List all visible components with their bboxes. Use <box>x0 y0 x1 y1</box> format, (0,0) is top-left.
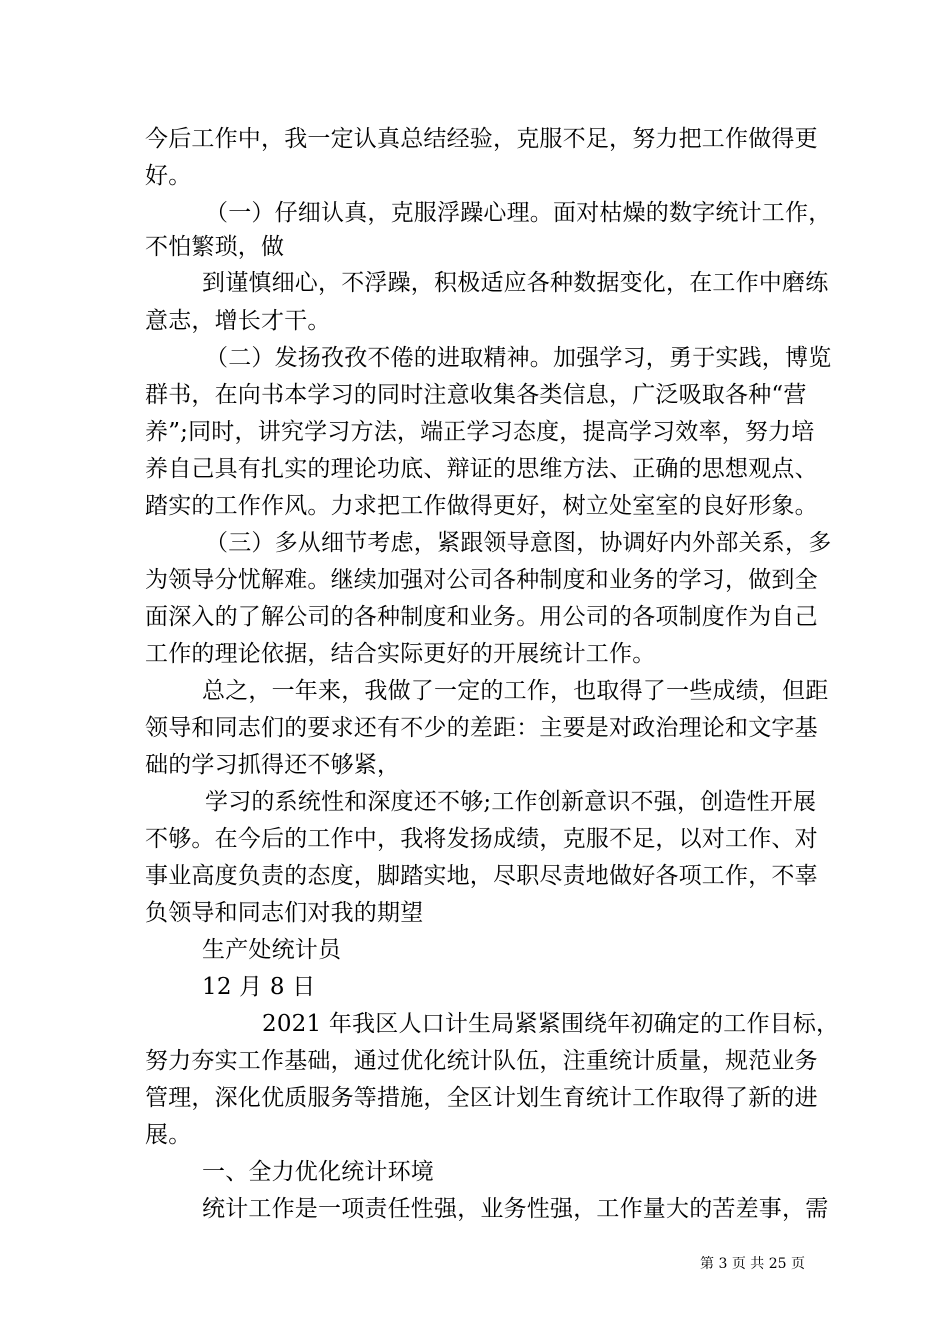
text-line: 好。 <box>145 163 192 189</box>
text-line: 为领导分忧解难。继续加强对公司各种制度和业务的学习，做到全 <box>145 567 818 593</box>
text-line: 不怕繁琐，做 <box>145 234 285 260</box>
text-line: 学习的系统性和深度还不够;工作创新意识不强，创造性开展 <box>205 789 817 815</box>
section-heading: 一、全力优化统计环境 <box>202 1159 434 1185</box>
text-line: 努力夯实工作基础，通过优化统计队伍，注重统计质量，规范业务 <box>145 1048 818 1074</box>
text-line: 工作的理论依据，结合实际更好的开展统计工作。 <box>145 641 656 667</box>
text-line: 统计工作是一项责任性强，业务性强，工作量大的苦差事，需 <box>202 1196 829 1222</box>
text-line: 总之，一年来，我做了一定的工作，也取得了一些成绩，但距 <box>202 678 829 704</box>
text-line: 管理，深化优质服务等措施，全区计划生育统计工作取得了新的进 <box>145 1085 818 1111</box>
text-line: 群书，在向书本学习的同时注意收集各类信息，广泛吸取各种“营 <box>145 382 807 408</box>
text-line: 踏实的工作作风。力求把工作做得更好，树立处室室的良好形象。 <box>145 493 818 519</box>
text-line: 2021 年我区人口计生局紧紧围绕年初确定的工作目标， <box>262 1011 840 1037</box>
signature-title: 生产处统计员 <box>202 937 342 963</box>
text-line: 领导和同志们的要求还有不少的差距：主要是对政治理论和文字基 <box>145 715 818 741</box>
text-line: 到谨慎细心，不浮躁，积极适应各种数据变化，在工作中磨练 <box>202 270 829 296</box>
text-line: 今后工作中，我一定认真总结经验，克服不足，努力把工作做得更 <box>145 126 818 152</box>
text-line: （一）仔细认真，克服浮躁心理。面对枯燥的数字统计工作， <box>205 200 832 226</box>
page-number: 第 3 页 共 25 页 <box>700 1256 805 1272</box>
text-line: （二）发扬孜孜不倦的进取精神。加强学习，勇于实践，博览 <box>205 345 832 371</box>
text-line: 面深入的了解公司的各种制度和业务。用公司的各项制度作为自己 <box>145 604 818 630</box>
text-line: 事业高度负责的态度，脚踏实地，尽职尽责地做好各项工作，不辜 <box>145 863 818 889</box>
text-line: 养自己具有扎实的理论功底、辩证的思维方法、正确的思想观点、 <box>145 456 818 482</box>
text-line: （三）多从细节考虑，紧跟领导意图，协调好内外部关系，多 <box>205 530 832 556</box>
text-line: 展。 <box>145 1122 192 1148</box>
text-line: 负领导和同志们对我的期望 <box>145 900 424 926</box>
text-line: 础的学习抓得还不够紧， <box>145 752 401 778</box>
signature-date: 12 月 8 日 <box>202 974 316 1000</box>
text-line: 意志，增长才干。 <box>145 308 331 334</box>
text-line: 养”;同时，讲究学习方法，端正学习态度，提高学习效率，努力培 <box>145 419 815 445</box>
text-line: 不够。在今后的工作中，我将发扬成绩，克服不足，以对工作、对 <box>145 826 818 852</box>
